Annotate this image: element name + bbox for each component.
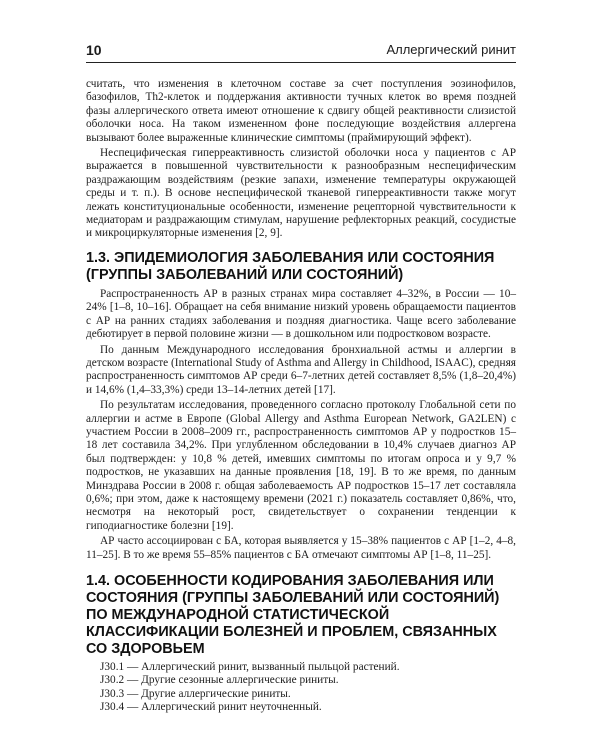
section-heading-coding: 1.4. ОСОБЕННОСТИ КОДИРОВАНИЯ ЗАБОЛЕВАНИЯ ИЛИ СОСТОЯНИЯ (ГРУППЫ ЗАБОЛЕВАНИЙ ИЛИ СОСТОЯНИЙ) ПО МЕЖДУНАРОДНОЙ СТАТИСТИЧЕСКОЙ КЛАССИФИКАЦИИ БОЛЕЗНЕЙ И ПРОБЛЕМ, СВЯЗАННЫХ СО ЗДОРОВЬЕМ [86,573,500,657]
icd-code-item: J30.4 — Аллергический ринит неуточненный. [100,701,322,714]
icd-code-item: J30.3 — Другие аллергические риниты. [100,687,291,700]
epidemiology-paragraph: По данным Международного исследования бронхиальной астмы и аллергии в детском возрасте (International Study of Asthma and Allergy in Childhood, ISAAC), средняя распространенность симптомов АР среди 6–7-летних детей составляет 8,5% (1,8–20,4%) и 14,6% (1,4–33,3%) среди 13–14-летних детей [17]. [86,343,516,396]
intro-paragraph: считать, что изменения в клеточном составе за счет поступления эозинофилов, базофилов, Th2-клеток и поддержания активности тучных клеток во время поздней фазы аллергического ответа имеют отношение к сдвигу общей реактивности слизистой оболочки носа. На таком измененном фоне последующие воздействия аллергена вызывают более выраженные клинические симптомы (праймирующий эффект). [86,78,516,144]
running-title: Аллергический ринит [386,42,516,57]
epidemiology-paragraph: По результатам исследования, проведенного согласно протоколу Глобальной сети по аллергии и астме в Европе (Global Allergy and Asthma European Network, GA2LEN) с участием России в 2008–2009 гг., распространенность симптомов АР у подростков 15–18 лет составила 34,2%. При углубленном обследовании в 10,4% случаев диагноз АР был подтвержден: у 10,8 % детей, имевших симптомы по итогам опроса и у 9,7 % подростков, не указавших на данные проявления [18, 19]. В то же время, по данным Минздрава России в 2008 г. общая заболеваемость АР подростков 15–17 лет составляла 0,6%; при этом, даже к настоящему времени (2021 г.) показатель составляет 0,86%, что, несмотря на некоторый рост, свидетельствует о сохранении тенденции к гиподиагностике болезни [19]. [86,399,516,532]
page-number: 10 [86,42,102,58]
icd-code-item: J30.1 — Аллергический ринит, вызванный пыльцой растений. [100,661,400,673]
page-header [86,40,516,63]
epidemiology-paragraph: Распространенность АР в разных странах мира составляет 4–32%, в России — 10–24% [1–8, 10–16]. Обращает на себя внимание низкий уровень обращаемости пациентов с АР на ранних стадиях заболевания и поздняя диагностика. Чаще всего заболевание дебютирует в первой половине жизни — в дошкольном или подростковом возрасте. [86,287,516,341]
icd-code-item: J30.2 — Другие сезонные аллергические риниты. [100,674,339,687]
icd-code-list [86,661,516,715]
intro-paragraph: Неспецифическая гиперреактивность слизистой оболочки носа у пациентов с АР выражается в повышенной чувствительности к разнообразным неспецифическим раздражающим воздействиям (резкие запахи, изменение температуры окружающей среды и т. п.). В основе неспецифической тканевой гиперреактивности также могут лежать конституциональные особенности, изменение рецепторной чувствительности к медиаторам и раздражающим стимулам, нарушение рефлекторных реакций, сосудистые и микроциркуляторные изменения [2, 9]. [86,147,516,240]
page-content [86,78,516,715]
section-heading-epidemiology: 1.3. ЭПИДЕМИОЛОГИЯ ЗАБОЛЕВАНИЯ ИЛИ СОСТОЯНИЯ (ГРУППЫ ЗАБОЛЕВАНИЙ ИЛИ СОСТОЯНИЙ) [86,249,495,283]
epidemiology-paragraph: АР часто ассоциирован с БА, которая выявляется у 15–38% пациентов с АР [1–2, 4–8, 11–25]. В то же время 55–85% пациентов с БА отмечают симптомы АР [1–8, 11–25]. [86,535,516,561]
